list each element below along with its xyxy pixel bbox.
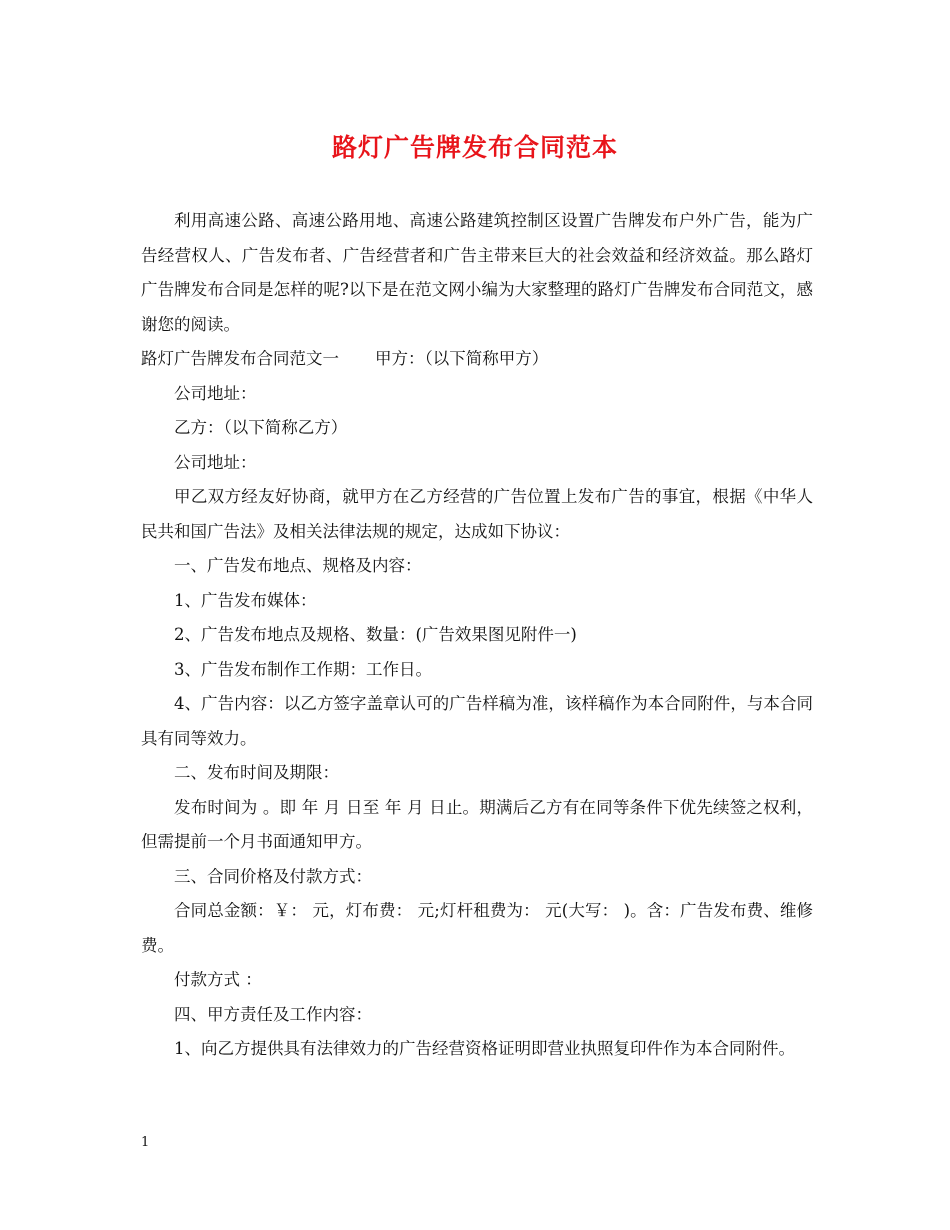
paragraph-item-1-4: 4、广告内容：以乙方签字盖章认可的广告样稿为准，该样稿作为本合同附件，与本合同具有同等效力。: [141, 694, 813, 748]
paragraph-company-address-a: 公司地址：: [174, 383, 257, 403]
party-a-line: 甲方：（以下简称甲方）: [375, 349, 549, 368]
paragraph-contract-amount: 合同总金额：￥： 元，灯布费： 元;灯杆租费为： 元(大写： )。含：广告发布费、维修费。: [141, 901, 813, 955]
paragraph-section-4: 四、甲方责任及工作内容：: [174, 1004, 372, 1024]
section-line: [141, 342, 813, 377]
paragraph-section-2: 二、发布时间及期限：: [174, 763, 339, 782]
document-title: 路灯广告牌发布合同范本: [331, 133, 618, 162]
section-heading: 路灯广告牌发布合同范文一: [141, 349, 339, 368]
paragraph-item-1-1: 1、广告发布媒体：: [174, 590, 317, 610]
paragraph-intro: 利用高速公路、高速公路用地、高速公路建筑控制区设置广告牌发布户外广告，能为广告经营权人、广告发布者、广告经营者和广告主带来巨大的社会效益和经济效益。那么路灯广告牌发布合同是怎样的呢?以下是在范文网小编为大家整理的路灯广告牌发布合同范文，感谢您的阅读。: [141, 211, 813, 334]
paragraph-payment-method: 付款方式 ：: [174, 970, 262, 989]
paragraph-item-1-2: 2、广告发布地点及规格、数量：(广告效果图见附件一): [174, 625, 577, 644]
page-number: 1: [141, 1135, 150, 1150]
paragraph-publish-time: 发布时间为 。即 年 月 日至 年 月 日止。期满后乙方有在同等条件下优先续签之权利，但需提前一个月书面通知甲方。: [141, 797, 813, 851]
paragraph-item-1-3: 3、广告发布制作工作期：工作日。: [174, 659, 432, 679]
paragraph-company-address-b: 公司地址：: [174, 452, 257, 472]
paragraph-agreement: 甲乙双方经友好协商，就甲方在乙方经营的广告位置上发布广告的事宜，根据《中华人民共和国广告法》及相关法律法规的规定，达成如下协议：: [141, 487, 813, 541]
paragraph-section-1: 一、广告发布地点、规格及内容：: [174, 556, 422, 575]
paragraph-item-4-1: 1、向乙方提供具有法律效力的广告经营资格证明即营业执照复印件作为本合同附件。: [174, 1039, 795, 1058]
paragraph-section-3: 三、合同价格及付款方式：: [174, 866, 372, 886]
document-body: [141, 204, 813, 1067]
paragraph-party-b: 乙方：（以下简称乙方）: [174, 418, 348, 437]
